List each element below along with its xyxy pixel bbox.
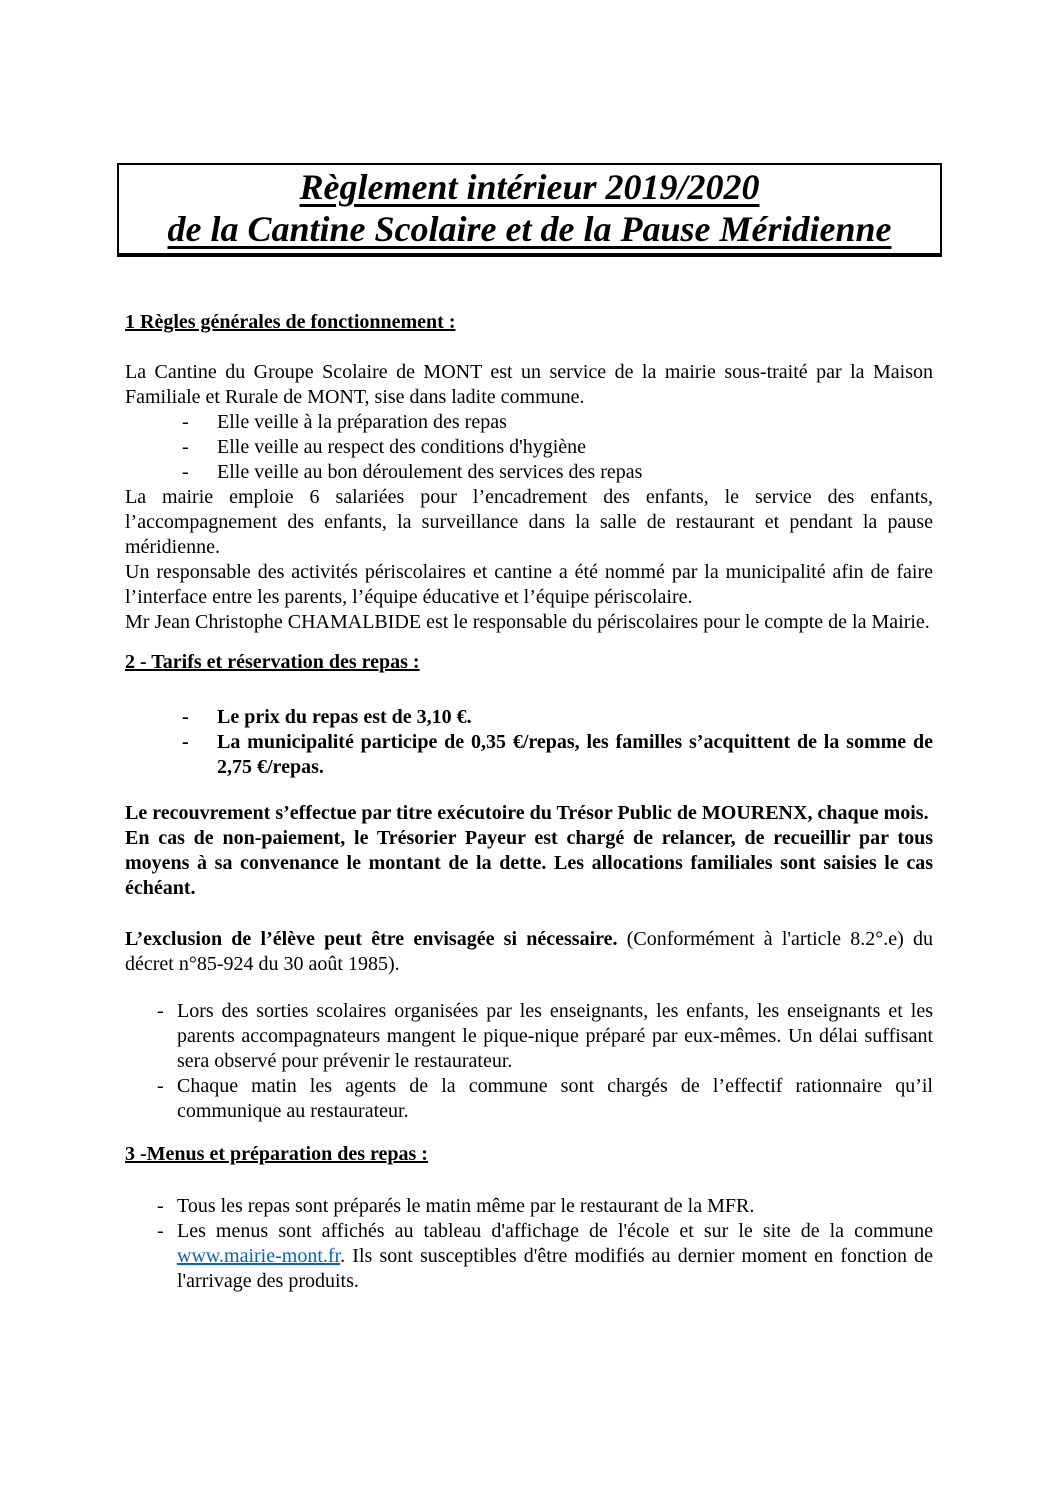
list-item-text: Lors des sorties scolaires organisées par les enseignants, les enfants, les enseignants et les parents accompagnateurs mangent le pique-nique préparé par eux-mêmes. Un délai suffisant sera observé pour prévenir le restaurateur. <box>177 1000 933 1072</box>
list-item <box>125 705 933 730</box>
list-item <box>125 1194 933 1219</box>
tarifs-list <box>125 705 933 780</box>
section-3-heading: 3 -Menus et préparation des repas : <box>125 1143 428 1165</box>
list-item-text: Elle veille au respect des conditions d'hygiène <box>217 436 587 458</box>
list-item <box>125 1219 933 1294</box>
bullet-dash: - <box>182 411 189 433</box>
list-item-text-pre: Les menus sont affichés au tableau d'affichage de l'école et sur le site de la commune <box>177 1220 933 1242</box>
paragraph-mairie-emploie: La mairie emploie 6 salariées pour l’encadrement des enfants, le service des enfants, l’accompagnement des enfants, la surveillance dans la salle de restaurant et pendant la pause méridienne. <box>125 486 933 558</box>
exclusion-regular-text: (Conformément à l'article 8.2°.e) du décret n°85-924 du 30 août 1985). <box>125 928 933 975</box>
bullet-dash: - <box>182 706 189 728</box>
paragraph-cantine-intro: La Cantine du Groupe Scolaire de MONT est un service de la mairie sous-traité par la Maison Familiale et Rurale de MONT, sise dans ladite commune. <box>125 361 933 408</box>
list-item-text-post: . Ils sont susceptibles d'être modifiés au dernier moment en fonction de l'arrivage des produits. <box>177 1245 933 1292</box>
document-title-line-2: de la Cantine Scolaire et de la Pause Méridienne <box>167 209 892 249</box>
bullet-dash: - <box>157 1000 164 1022</box>
exclusion-bold-text: L’exclusion de l’élève peut être envisagée si nécessaire. <box>125 928 618 950</box>
list-item <box>125 999 933 1074</box>
paragraph-responsable-periscolaire: Un responsable des activités périscolaires et cantine a été nommé par la municipalité afin de faire l’interface entre les parents, l’équipe éducative et l’équipe périscolaire. <box>125 561 933 608</box>
paragraph-non-paiement: En cas de non-paiement, le Trésorier Payeur est chargé de relancer, de recueillir par tous moyens à sa convenance le montant de la dette. Les allocations familiales sont saisies le cas échéant. <box>125 827 933 899</box>
bullet-dash: - <box>182 461 189 483</box>
menus-list <box>125 1194 933 1294</box>
list-item-text: Chaque matin les agents de la commune sont chargés de l’effectif rationnaire qu’il communique au restaurateur. <box>177 1075 933 1122</box>
document-title-line-1: Règlement intérieur 2019/2020 <box>299 167 760 207</box>
section-1-heading: 1 Règles générales de fonctionnement : <box>125 311 456 333</box>
bullet-dash: - <box>157 1075 164 1097</box>
list-item-text: Elle veille au bon déroulement des services des repas <box>217 461 643 483</box>
bullet-dash: - <box>182 436 189 458</box>
mairie-mont-link[interactable]: www.mairie-mont.fr <box>177 1245 341 1267</box>
list-item-text: Tous les repas sont préparés le matin même par le restaurant de la MFR. <box>177 1195 755 1217</box>
list-item-text: Le prix du repas est de 3,10 €. <box>217 706 472 728</box>
bullet-dash: - <box>157 1195 164 1217</box>
list-item <box>125 410 933 435</box>
paragraph-exclusion <box>125 927 933 977</box>
list-item-text: Elle veille à la préparation des repas <box>217 411 507 433</box>
paragraph-recouvrement: Le recouvrement s’effectue par titre exécutoire du Trésor Public de MOURENX, chaque mois. <box>125 802 929 824</box>
title-box <box>117 163 942 257</box>
list-item <box>125 1074 933 1124</box>
list-item-text: La municipalité participe de 0,35 €/repas, les familles s’acquittent de la somme de 2,75 €/repas. <box>217 731 933 778</box>
section-2-heading: 2 - Tarifs et réservation des repas : <box>125 651 420 673</box>
list-item <box>125 460 933 485</box>
bullet-dash: - <box>157 1220 164 1242</box>
bullet-dash: - <box>182 731 189 753</box>
list-item <box>125 435 933 460</box>
sorties-list <box>125 999 933 1124</box>
paragraph-chamalbide: Mr Jean Christophe CHAMALBIDE est le responsable du périscolaires pour le compte de la Mairie. <box>125 611 930 633</box>
responsibilities-list <box>125 410 933 485</box>
list-item <box>125 730 933 780</box>
